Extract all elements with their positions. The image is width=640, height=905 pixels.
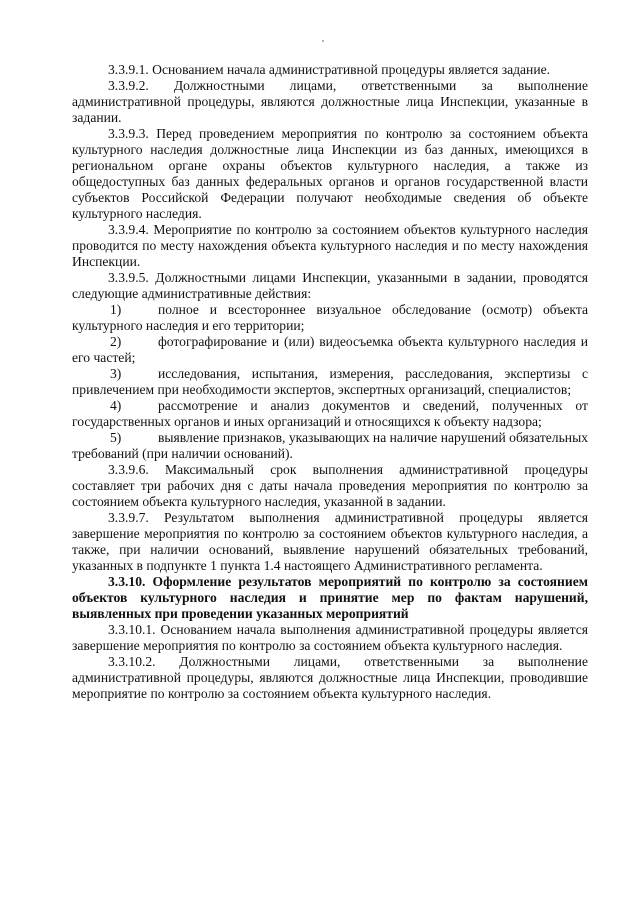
list-item-4 <box>72 398 588 430</box>
paragraph-3-3-9-5: 3.3.9.5. Должностными лицами Инспекции, указанными в задании, проводятся следующие административные действия: <box>72 270 588 301</box>
paragraph-3-3-9-3: 3.3.9.3. Перед проведением мероприятия по контролю за состоянием объекта культурного наследия должностные лица Инспекции из баз данных, имеющихся в региональном органе охраны объектов культурного наследия, а также из общедоступных баз данных федеральных органов и органов государственной власти субъектов Российской Федерации получают необходимые сведения об объекте культурного наследия. <box>72 126 588 221</box>
list-item-1 <box>72 302 588 334</box>
document-body <box>72 62 588 702</box>
list-item-text: исследования, испытания, измерения, расследования, экспертизы с привлечением при необходимости экспертов, экспертных организаций, специалистов; <box>72 366 588 397</box>
section-heading-3-3-10: 3.3.10. Оформление результатов мероприятий по контролю за состоянием объектов культурного наследия и принятие мер по фактам нарушений, выявленных при проведении указанных мероприятий <box>72 574 588 621</box>
paragraph-3-3-9-7: 3.3.9.7. Результатом выполнения административной процедуры является завершение мероприятия по контролю за состоянием объектов культурного наследия, а также, при наличии оснований, выявление нарушений обязательных требований, указанных в подпункте 1 пункта 1.4 настоящего Административного регламента. <box>72 510 588 573</box>
list-item-text: выявление признаков, указывающих на наличие нарушений обязательных требований (при наличии оснований). <box>72 430 588 461</box>
list-item-number: 1) <box>110 302 122 317</box>
list-item-number: 4) <box>110 398 122 413</box>
list-item-text: рассмотрение и анализ документов и сведений, полученных от государственных органов и иных организаций и относящихся к объекту надзора; <box>72 398 588 429</box>
paragraph-3-3-9-1: 3.3.9.1. Основанием начала административной процедуры является задание. <box>108 62 551 77</box>
paragraph-3-3-10-1: 3.3.10.1. Основанием начала выполнения административной процедуры является завершение мероприятия по контролю за состоянием объекта культурного наследия. <box>72 622 588 653</box>
scan-speck <box>322 40 324 42</box>
list-item-text: полное и всестороннее визуальное обследование (осмотр) объекта культурного наследия и его территории; <box>72 302 588 333</box>
list-item-5 <box>72 430 588 462</box>
list-item-2 <box>72 334 588 366</box>
list-item-number: 2) <box>110 334 122 349</box>
list-item-number: 5) <box>110 430 122 445</box>
paragraph-3-3-9-2: 3.3.9.2. Должностными лицами, ответственными за выполнение административной процедуры, являются должностные лица Инспекции, указанные в задании. <box>72 78 588 125</box>
list-item-3 <box>72 366 588 398</box>
list-item-number: 3) <box>110 366 122 381</box>
list-item-text: фотографирование и (или) видеосъемка объекта культурного наследия и его частей; <box>72 334 588 365</box>
paragraph-3-3-9-4: 3.3.9.4. Мероприятие по контролю за состоянием объектов культурного наследия проводится по месту нахождения объекта культурного наследия и по месту нахождения Инспекции. <box>72 222 588 269</box>
paragraph-3-3-10-2: 3.3.10.2. Должностными лицами, ответственными за выполнение административной процедуры, являются должностные лица Инспекции, проводившие мероприятие по контролю за состоянием объекта культурного наследия. <box>72 654 588 701</box>
paragraph-3-3-9-6: 3.3.9.6. Максимальный срок выполнения административной процедуры составляет три рабочих дня с даты начала проведения мероприятия по контролю за состоянием объекта культурного наследия, указанной в задании. <box>72 462 588 509</box>
